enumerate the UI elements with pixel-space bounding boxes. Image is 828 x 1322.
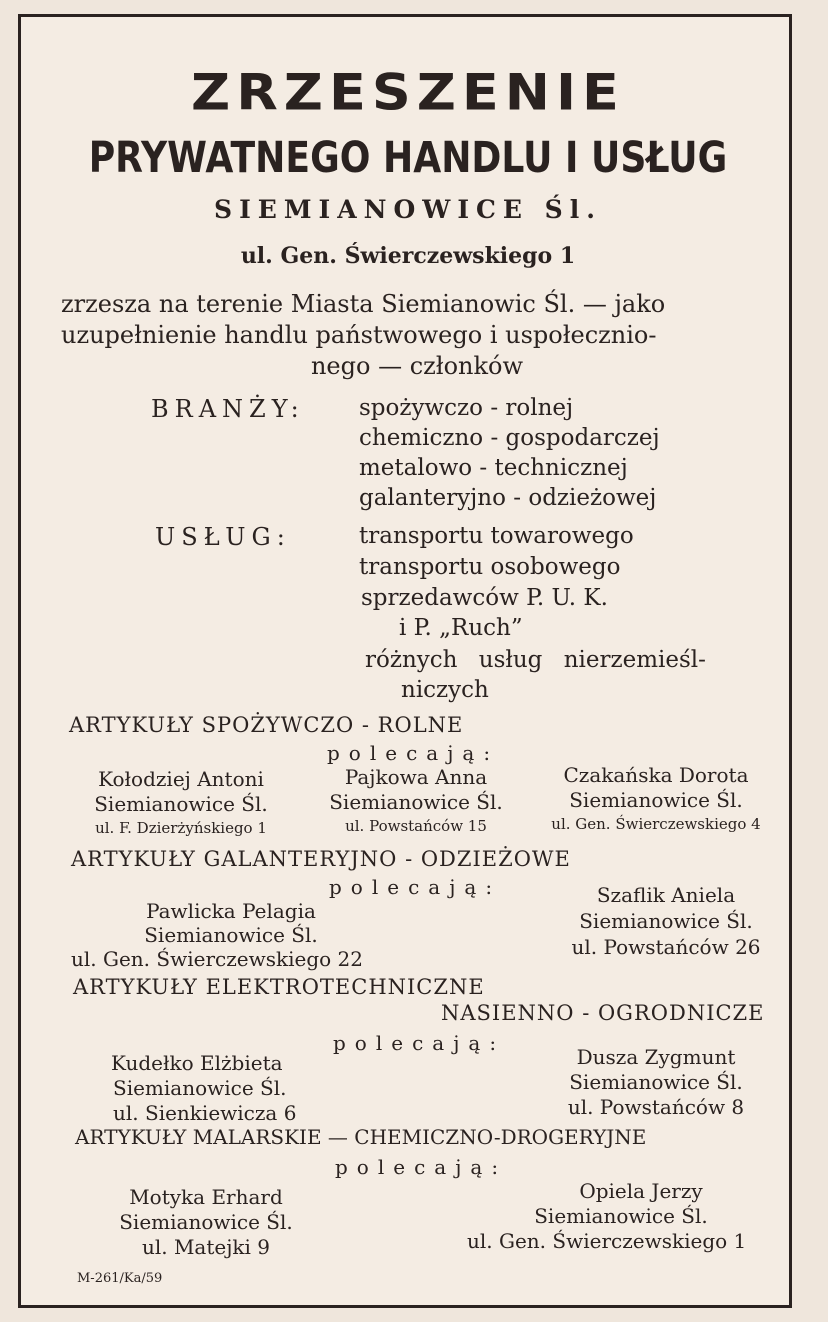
entry-name: Czakańska Dorota — [563, 763, 749, 787]
section-heading-spozywcze: ARTYKUŁY SPOŻYWCZO - ROLNE — [69, 713, 464, 737]
recommend-label: polecają: — [327, 741, 500, 765]
intro-line-1: zrzesza na terenie Miasta Siemianowic Śl. — jako — [61, 290, 666, 318]
office-address: ul. Gen. Świerczewskiego 1 — [240, 243, 576, 269]
branza-item: metalowo - technicznej — [359, 455, 628, 481]
usluga-item: i P. „Ruch” — [399, 615, 523, 641]
entry-address: ul. F. Dzierżyńskiego 1 — [95, 819, 267, 837]
usluga-item: niczych — [401, 677, 489, 703]
advertisement-frame — [18, 14, 792, 1308]
entry-city: Siemianowice Śl. — [534, 1204, 708, 1228]
entry-name: Kołodziej Antoni — [98, 767, 264, 791]
city-heading: SIEMIANOWICE Śl. — [214, 195, 602, 224]
entry-city: Siemianowice Śl. — [113, 1076, 287, 1100]
entry-address: ul. Powstańców 26 — [571, 935, 761, 959]
entry-address: ul. Gen. Świerczewskiego 4 — [551, 815, 761, 833]
entry-city: Siemianowice Śl. — [579, 909, 753, 933]
entry-city: Siemianowice Śl. — [94, 792, 268, 816]
intro-line-2: uzupełnienie handlu państwowego i uspołeczniο- — [61, 321, 657, 349]
intro-line-3: nego — członków — [310, 352, 524, 380]
entry-city: Siemianowice Śl. — [119, 1210, 293, 1234]
section-heading-nasienne: NASIENNO - OGRODNICZE — [441, 1001, 765, 1025]
entry-address: ul. Gen. Świerczewskiego 1 — [467, 1229, 747, 1253]
entry-address: ul. Powstańców 8 — [567, 1095, 745, 1119]
branza-item: chemiczno - gospodarczej — [359, 425, 660, 451]
entry-name: Dusza Zygmunt — [576, 1045, 736, 1069]
usluga-item: transportu towarowego — [359, 523, 634, 549]
entry-name: Pajkowa Anna — [344, 765, 488, 789]
section-heading-elektrotechniczne: ARTYKUŁY ELEKTROTECHNICZNE — [73, 975, 485, 999]
page-subtitle: PRYWATNEGO HANDLU I USŁUG — [88, 133, 728, 183]
entry-name: Pawlicka Pelagia — [146, 899, 316, 923]
branza-item: galanteryjno - odzieżowej — [359, 485, 657, 511]
intro-paragraph — [61, 289, 773, 382]
entry-name: Kudełko Elżbieta — [111, 1051, 283, 1075]
entry-address: ul. Sienkiewicza 6 — [113, 1101, 297, 1125]
print-code: M-261/Ka/59 — [77, 1271, 163, 1286]
usluga-item: sprzedawców P. U. K. — [361, 585, 608, 611]
branza-item: spożywczo - rolnej — [359, 395, 574, 421]
section-heading-malarskie: ARTYKUŁY MALARSKIE — CHEMICZNO-DROGERYJNE — [75, 1125, 647, 1149]
recommend-label: polecają: — [329, 875, 502, 899]
entry-name: Motyka Erhard — [129, 1185, 283, 1209]
entry-city: Siemianowice Śl. — [569, 788, 743, 812]
entry-name: Opiela Jerzy — [579, 1179, 703, 1203]
entry-city: Siemianowice Śl. — [329, 790, 503, 814]
usluga-item: transportu osobowego — [359, 554, 621, 580]
entry-address: ul. Gen. Świerczewskiego 22 — [71, 947, 363, 971]
usluga-item: różnych usług nierzemieśl- — [365, 647, 706, 673]
page-title: ZRZESZENIE — [191, 63, 625, 122]
uslugi-label: USŁUG: — [155, 523, 291, 551]
entry-name: Szaflik Aniela — [596, 883, 736, 907]
entry-city: Siemianowice Śl. — [144, 923, 318, 947]
section-heading-galanteryjne: ARTYKUŁY GALANTERYJNO - ODZIEŻOWE — [71, 847, 571, 871]
entry-address: ul. Powstańców 15 — [345, 817, 487, 835]
recommend-label: polecają: — [335, 1155, 508, 1179]
recommend-label: polecają: — [333, 1031, 506, 1055]
branze-label: BRANŻY: — [151, 395, 305, 423]
entry-city: Siemianowice Śl. — [569, 1070, 743, 1094]
entry-address: ul. Matejki 9 — [141, 1235, 271, 1259]
